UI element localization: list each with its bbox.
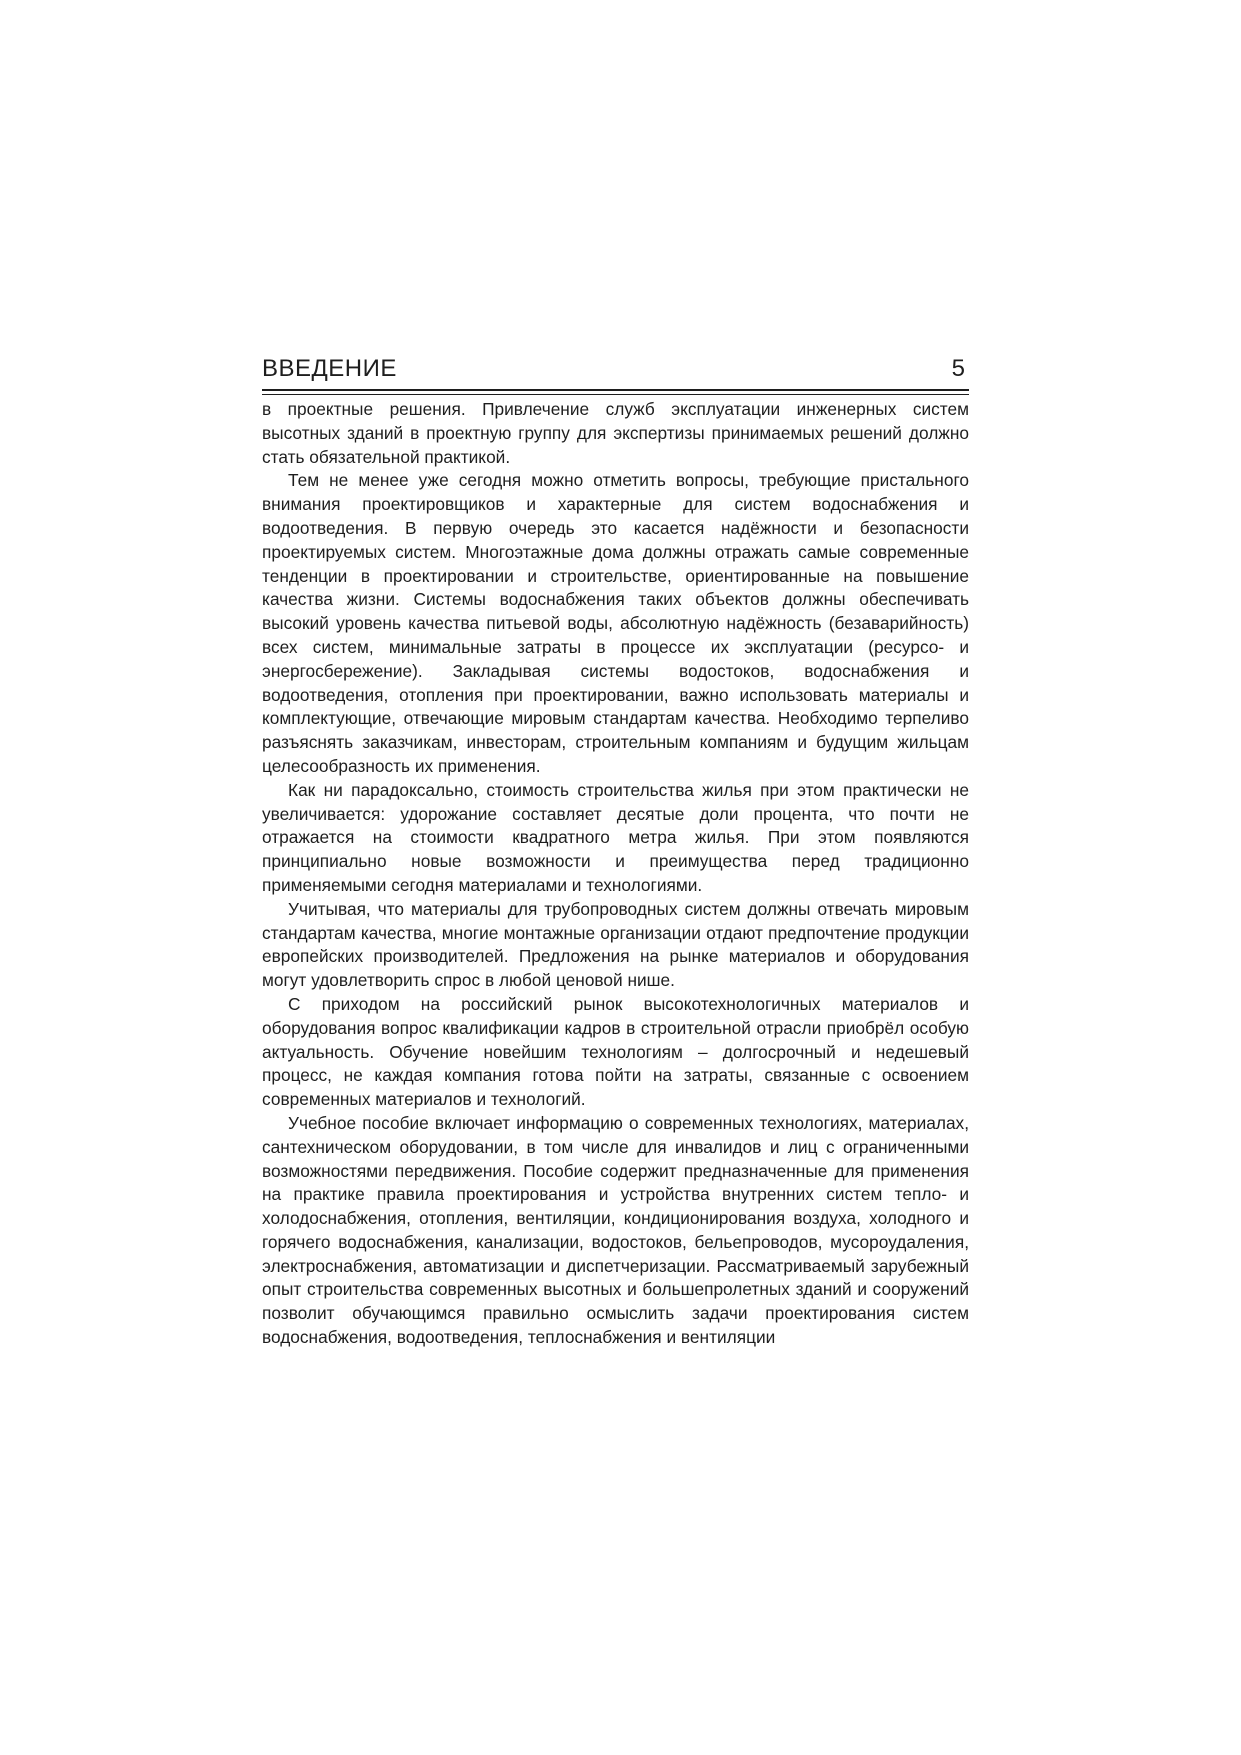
paragraph: С приходом на российский рынок высокотехнологичных материалов и оборудования вопрос квалификации кадров в строительной отрасли приобрёл особую актуальность. Обучение новейшим технологиям – долгосрочный и недешевый процесс, не каждая компания готова пойти на затраты, связанные с освоением современных материалов и технологий. xyxy=(262,993,969,1110)
paragraph: Тем не менее уже сегодня можно отметить вопросы, требующие пристального внимания проектировщиков и характерные для систем водоснабжения и водоотведения. В первую очередь это касается надёжности и безопасности проектируемых систем. Многоэтажные дома должны отражать самые современные тенденции в проектировании и строительстве, ориентированные на повышение качества жизни. Системы водоснабжения таких объектов должны обеспечивать высокий уровень качества питьевой воды, абсолютную надёжность (безаварийность) всех систем, минимальные затраты в процессе их эксплуатации (ресурсо- и энергосбережение). Закладывая системы водостоков, водоснабжения и водоотведения, отопления при проектировании, важно использовать материалы и комплектующие, отвечающие мировым стандартам качества. Необходимо терпеливо разъяснять заказчикам, инвесторам, строительным компаниям и будущим жильцам целесообразность их применения. xyxy=(262,470,969,776)
running-header xyxy=(262,354,969,384)
paragraph-continuation: в проектные решения. Привлечение служб эксплуатации инженерных систем высотных зданий в проектную группу для экспертизы принимаемых решений должно стать обязательной практикой. xyxy=(262,399,969,467)
paragraph: Как ни парадоксально, стоимость строительства жилья при этом практически не увеличивается: удорожание составляет десятые доли процента, что почти не отражается на стоимости квадратного метра жилья. При этом появляются принципиально новые возможности и преимущества перед традиционно применяемыми сегодня материалами и технологиями. xyxy=(262,779,969,895)
header-rule-thick xyxy=(262,389,969,391)
page-number: 5 xyxy=(951,355,965,382)
chapter-title: ВВЕДЕНИЕ xyxy=(262,355,397,382)
paragraph: Учебное пособие включает информацию о современных технологиях, материалах, сантехническом оборудовании, в том числе для инвалидов и лиц с ограниченными возможностями передвижения. Пособие содержит предназначенные для применения на практике правила проектирования и устройства внутренних систем тепло- и холодоснабжения, отопления, вентиляции, кондиционирования воздуха, холодного и горячего водоснабжения, канализации, водостоков, бельепроводов, мусороудаления, электроснабжения, автоматизации и диспетчеризации. Рассматриваемый зарубежный опыт строительства современных высотных и большепролетных зданий и сооружений позволит обучающимся правильно осмыслить задачи проектирования систем водоснабжения, водоотведения, теплоснабжения и вентиляции xyxy=(262,1112,969,1348)
body-text xyxy=(262,398,969,1350)
header-rule-thin xyxy=(262,394,969,395)
paragraph: Учитывая, что материалы для трубопроводных систем должны отвечать мировым стандартам качества, многие монтажные организации отдают предпочтение продукции европейских производителей. Предложения на рынке материалов и оборудования могут удовлетворить спрос в любой ценовой нише. xyxy=(262,898,969,991)
